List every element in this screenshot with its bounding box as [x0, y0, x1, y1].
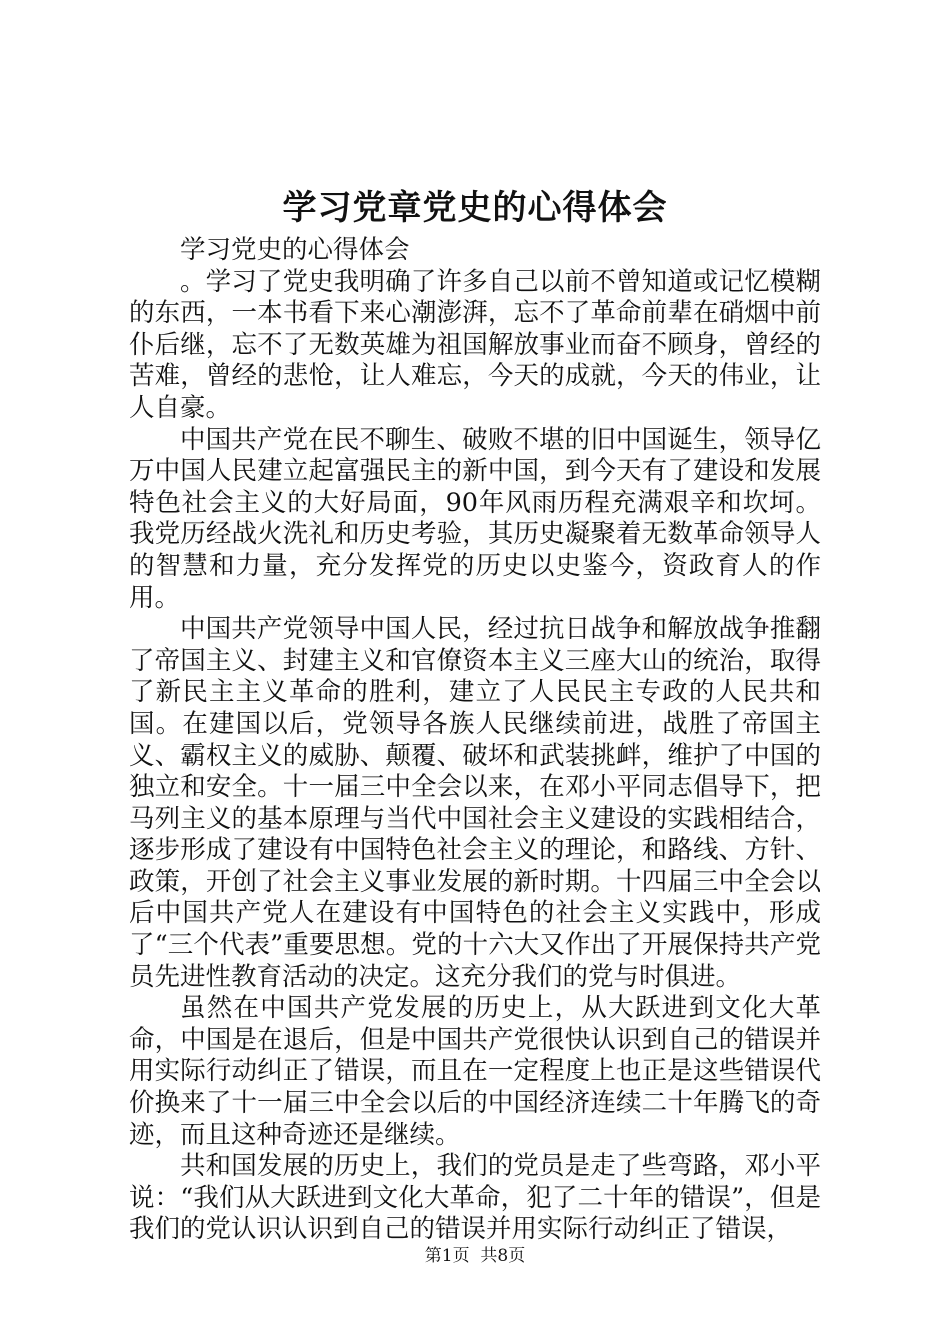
paragraph-2: 中国共产党在民不聊生、破败不堪的旧中国诞生，领导亿万中国人民建立起富强民主的新中国，到今天有了建设和发展特色社会主义的大好局面，90年风雨历程充满艰辛和坎坷。我党历经战火洗礼和历史考验，其历史凝聚着无数革命领导人的智慧和力量，充分发挥党的历史以史鉴今，资政育人的作用。	[129, 424, 821, 613]
paragraph-5: 共和国发展的历史上，我们的党员是走了些弯路，邓小平说：“我们从大跃进到文化大革命，犯了二十年的错误”，但是我们的党认识认识到自己的错误并用实际行动纠正了错误，	[129, 1151, 821, 1245]
paragraph-3: 中国共产党领导中国人民，经过抗日战争和解放战争推翻了帝国主义、封建主义和官僚资本主义三座大山的统治，取得了新民主主义革命的胜利，建立了人民民主专政的人民共和国。在建国以后，党领导各族人民继续前进，战胜了帝国主义、霸权主义的威胁、颠覆、破坏和武装挑衅，维护了中国的独立和安全。十一届三中全会以来，在邓小平同志倡导下，把马列主义的基本原理与当代中国社会主义建设的实践相结合，逐步形成了建设有中国特色社会主义的理论，和路线、方针、政策，开创了社会主义事业发展的新时期。十四届三中全会以后中国共产党人在建设有中国特色的社会主义实践中，形成了“三个代表”重要思想。党的十六大又作出了开展保持共产党员先进性教育活动的决定。这充分我们的党与时俱进。	[129, 614, 821, 992]
document-body	[129, 235, 821, 1246]
document-title: 学习党章党史的心得体会	[282, 188, 668, 228]
document-subtitle: 学习党史的心得体会	[180, 235, 410, 265]
page-number: 第1页	[424, 1246, 470, 1266]
page-footer	[0, 1244, 950, 1268]
paragraph-4: 虽然在中国共产党发展的历史上，从大跃进到文化大革命，中国是在退后，但是中国共产党很快认识到自己的错误并用实际行动纠正了错误，而且在一定程度上也正是这些错误代价换来了十一届三中全会以后的中国经济连续二十年腾飞的奇迹，而且这种奇迹还是继续。	[129, 993, 821, 1150]
page-total: 共8页	[480, 1246, 526, 1266]
paragraph-1: 。学习了党史我明确了许多自己以前不曾知道或记忆模糊的东西，一本书看下来心潮澎湃，忘不了革命前辈在硝烟中前仆后继，忘不了无数英雄为祖国解放事业而奋不顾身，曾经的苦难，曾经的悲怆，让人难忘，今天的成就，今天的伟业，让人自豪。	[129, 266, 821, 423]
